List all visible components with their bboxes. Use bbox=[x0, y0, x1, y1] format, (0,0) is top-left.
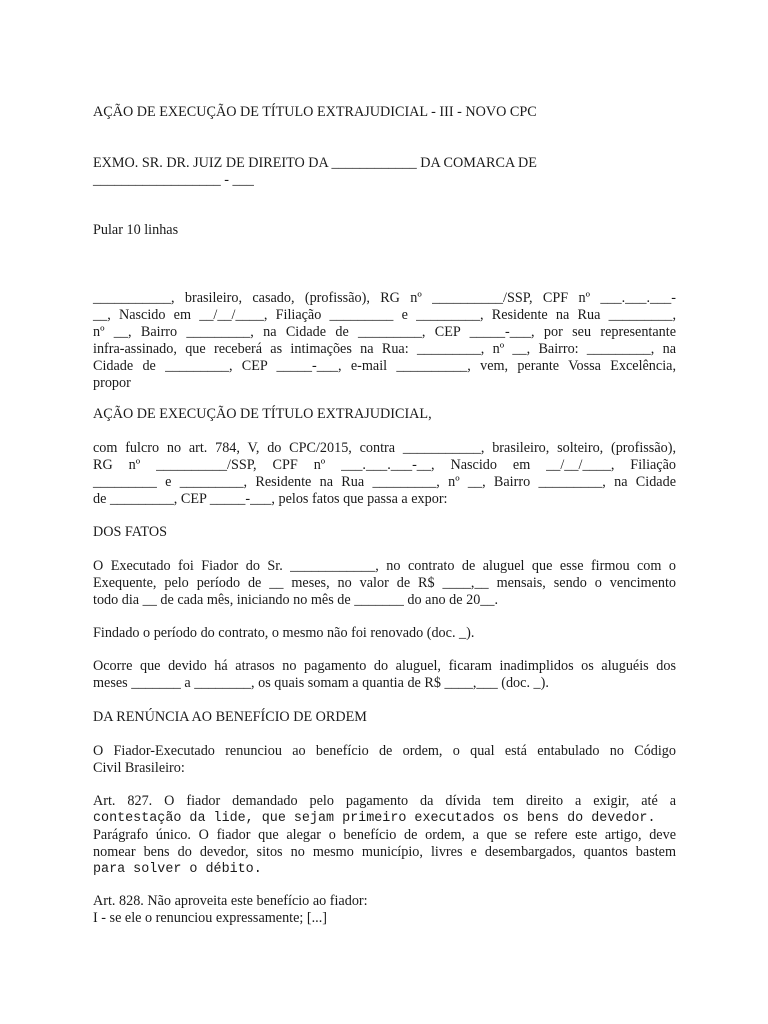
defendant-qualification bbox=[93, 440, 676, 508]
paragraph-line: nº __, Bairro _________, na Cidade de _________, CEP _____-___, por seu representante bbox=[93, 324, 676, 340]
title-line: AÇÃO DE EXECUÇÃO DE TÍTULO EXTRAJUDICIAL - III - NOVO CPC bbox=[93, 104, 537, 120]
paragraph-line: meses _______ a ________, os quais somam a quantia de R$ ____,___ (doc. _). bbox=[93, 675, 549, 691]
paragraph-line: RG nº __________/SSP, CPF nº ___.___.___-__, Nascido em __/__/____, Filiação bbox=[93, 457, 676, 473]
spacing-note bbox=[93, 222, 676, 239]
quote-line: nomear bens do devedor, sitos no mesmo município, livres e desembargados, quantos bastem bbox=[93, 844, 676, 860]
plaintiff-qualification bbox=[93, 290, 676, 392]
paragraph-line: O Executado foi Fiador do Sr. ____________, no contrato de aluguel que esse firmou com o bbox=[93, 558, 676, 574]
paragraph-line: Cidade de _________, CEP _____-___, e-mail __________, vem, perante Vossa Excelência, bbox=[93, 358, 676, 374]
heading-line: DOS FATOS bbox=[93, 524, 167, 540]
paragraph-line: Findado o período do contrato, o mesmo não foi renovado (doc. _). bbox=[93, 625, 475, 641]
quote-line: Art. 828. Não aproveita este benefício ao fiador: bbox=[93, 893, 368, 909]
paragraph-line: com fulcro no art. 784, V, do CPC/2015, contra ___________, brasileiro, solteiro, (profissão), bbox=[93, 440, 676, 456]
facts-paragraph-1 bbox=[93, 558, 676, 609]
paragraph-line: __, Nascido em __/__/____, Filiação _________ e _________, Residente na Rua _________, bbox=[93, 307, 676, 323]
paragraph-line: propor bbox=[93, 375, 131, 391]
address-line: EXMO. SR. DR. JUIZ DE DIREITO DA ____________ DA COMARCA DE bbox=[93, 155, 537, 171]
paragraph-line: infra-assinado, que receberá as intimações na Rua: _________, nº __, Bairro: _________, na bbox=[93, 341, 676, 357]
quote-line: Parágrafo único. O fiador que alegar o benefício de ordem, a que se refere este artigo, deve bbox=[93, 827, 676, 843]
paragraph-line: Ocorre que devido há atrasos no pagamento do aluguel, ficaram inadimplidos os aluguéis dos bbox=[93, 658, 676, 674]
note-line: Pular 10 linhas bbox=[93, 222, 179, 238]
document-title bbox=[93, 104, 676, 121]
quote-line: contestação da lide, que sejam primeiro executados os bens do devedor. bbox=[93, 811, 656, 826]
paragraph-line: Civil Brasileiro: bbox=[93, 760, 185, 776]
facts-paragraph-2 bbox=[93, 625, 676, 642]
action-heading bbox=[93, 406, 676, 423]
heading-line: DA RENÚNCIA AO BENEFÍCIO DE ORDEM bbox=[93, 709, 367, 725]
article-827-quote bbox=[93, 793, 676, 878]
waiver-paragraph bbox=[93, 743, 676, 777]
facts-paragraph-3 bbox=[93, 658, 676, 692]
quote-line: Art. 827. O fiador demandado pelo pagamento da dívida tem direito a exigir, até a bbox=[93, 793, 676, 809]
facts-heading bbox=[93, 524, 676, 541]
address-line: __________________ - ___ bbox=[93, 172, 254, 188]
paragraph-line: todo dia __ de cada mês, iniciando no mês de _______ do ano de 20__. bbox=[93, 592, 499, 608]
article-828-quote bbox=[93, 893, 676, 927]
heading-line: AÇÃO DE EXECUÇÃO DE TÍTULO EXTRAJUDICIAL, bbox=[93, 406, 432, 422]
paragraph-line: _________ e _________, Residente na Rua _________, nº __, Bairro _________, na Cidade bbox=[93, 474, 676, 490]
paragraph-line: de _________, CEP _____-___, pelos fatos que passa a expor: bbox=[93, 491, 448, 507]
paragraph-line: Exequente, pelo período de __ meses, no valor de R$ ____,__ mensais, sendo o vencimento bbox=[93, 575, 676, 591]
paragraph-line: ___________, brasileiro, casado, (profissão), RG nº __________/SSP, CPF nº ___.___.___- bbox=[93, 290, 676, 306]
quote-line: para solver o débito. bbox=[93, 862, 262, 877]
quote-line: I - se ele o renunciou expressamente; [...] bbox=[93, 910, 327, 926]
waiver-heading bbox=[93, 709, 676, 726]
paragraph-line: O Fiador-Executado renunciou ao benefício de ordem, o qual está entabulado no Código bbox=[93, 743, 676, 759]
court-address bbox=[93, 155, 676, 189]
